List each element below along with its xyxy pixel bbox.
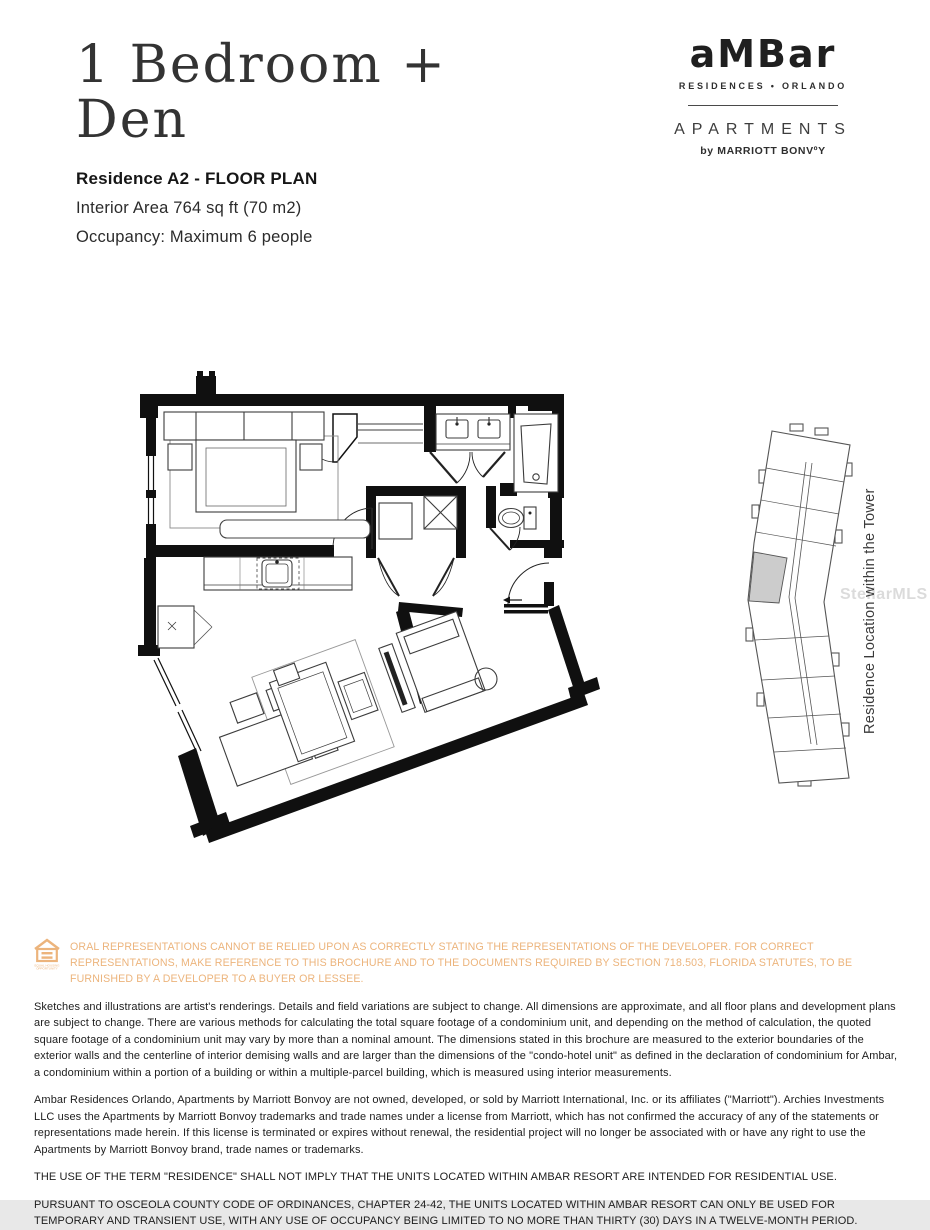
- residences-orlando-line: RESIDENCES • ORLANDO: [678, 80, 848, 91]
- osceola-county-disclaimer: PURSUANT TO OSCEOLA COUNTY CODE OF ORDINANCES, CHAPTER 24-42, THE UNITS LOCATED WITHIN AMBAR RESORT CAN ONLY BE USED FOR TEMPORARY AND TRANSIENT USE, WITH ANY USE OF OCCUPANCY BEING LIMITED TO NO MORE THAN THIRTY (30) DAYS IN A TWELVE-MONTH PERIOD.: [34, 1198, 858, 1228]
- legal-disclaimers: [34, 938, 898, 1230]
- plan-windows: [149, 456, 202, 753]
- renderings-disclaimer: Sketches and illustrations are artist's renderings. Details and field variations are subject to change. All dimensions are approximate, and all floor plans and development plans are subject to change. There are various methods for calculating the total square footage of a condominium unit, and depending on the method of calculation, the quoted square footage of a condominium unit may vary by more than a nominal amount. The dimensions stated in this brochure are measured to the exterior boundaries of the exterior walls and the centerline of interior demising walls and are larger than the dimensions of the "condo-hotel unit" as defined in the declaration of condominium for Ambar, a condominium within a portion of a building or within a multiple-parcel building, which is measured using interior measurements.: [34, 1000, 898, 1079]
- equal-housing-opportunity-icon: [34, 938, 60, 970]
- oral-representations-row: [34, 938, 898, 988]
- marriott-bonvoy-byline: by MARRIOTT BONVºY: [700, 144, 826, 157]
- oral-representations-disclaimer: ORAL REPRESENTATIONS CANNOT BE RELIED UPON AS CORRECTLY STATING THE REPRESENTATIONS OF THE DEVELOPER. FOR CORRECT REPRESENTATIONS, MAKE REFERENCE TO THIS BROCHURE AND TO THE DOCUMENTS REQUIRED BY SECTION 718.503, FLORIDA STATUTES, TO BE FURNISHED BY A DEVELOPER TO A BUYER OR LESSEE.: [70, 941, 853, 985]
- interior-area: Interior Area 764 sq ft (70 m2): [76, 199, 302, 218]
- floor-plan-drawing: [125, 368, 610, 853]
- svg-text:EQUAL HOUSING: EQUAL HOUSING: [34, 963, 60, 968]
- svg-text:OPPORTUNITY: OPPORTUNITY: [36, 966, 58, 971]
- apartments-wordmark: APARTMENTS: [674, 120, 852, 138]
- residence-plan-label: Residence A2 - FLOOR PLAN: [76, 169, 318, 189]
- marriott-license-disclaimer: Ambar Residences Orlando, Apartments by Marriott Bonvoy are not owned, developed, or sold by Marriott International, Inc. or its affiliates ("Marriott"). Archies Investments LLC uses the Apartments by Marriott Bonvoy trademarks and trade names under a license from Marriott, which has not confirmed the accuracy of any of the statements or representations made herein. If this license is terminated or expires without renewal, the residential project will no longer be associated with or have any right to use the Apartments by Marriott Bonvoy brand, trade names or trademarks.: [34, 1094, 885, 1156]
- ambar-logo: aMBar: [689, 32, 837, 76]
- header: [76, 35, 556, 247]
- stellar-mls-watermark: StellarMLS: [840, 586, 928, 603]
- page-title: 1 Bedroom + Den: [76, 35, 447, 150]
- tower-outline: [746, 424, 852, 786]
- residence-term-disclaimer: THE USE OF THE TERM "RESIDENCE" SHALL NOT IMPLY THAT THE UNITS LOCATED WITHIN AMBAR RESORT ARE INTENDED FOR RESIDENTIAL USE.: [34, 1171, 837, 1184]
- tower-location-label: Residence Location within the Tower: [862, 488, 878, 734]
- occupancy: Occupancy: Maximum 6 people: [76, 228, 313, 247]
- brand-block: [652, 34, 874, 157]
- brand-divider: [688, 105, 838, 106]
